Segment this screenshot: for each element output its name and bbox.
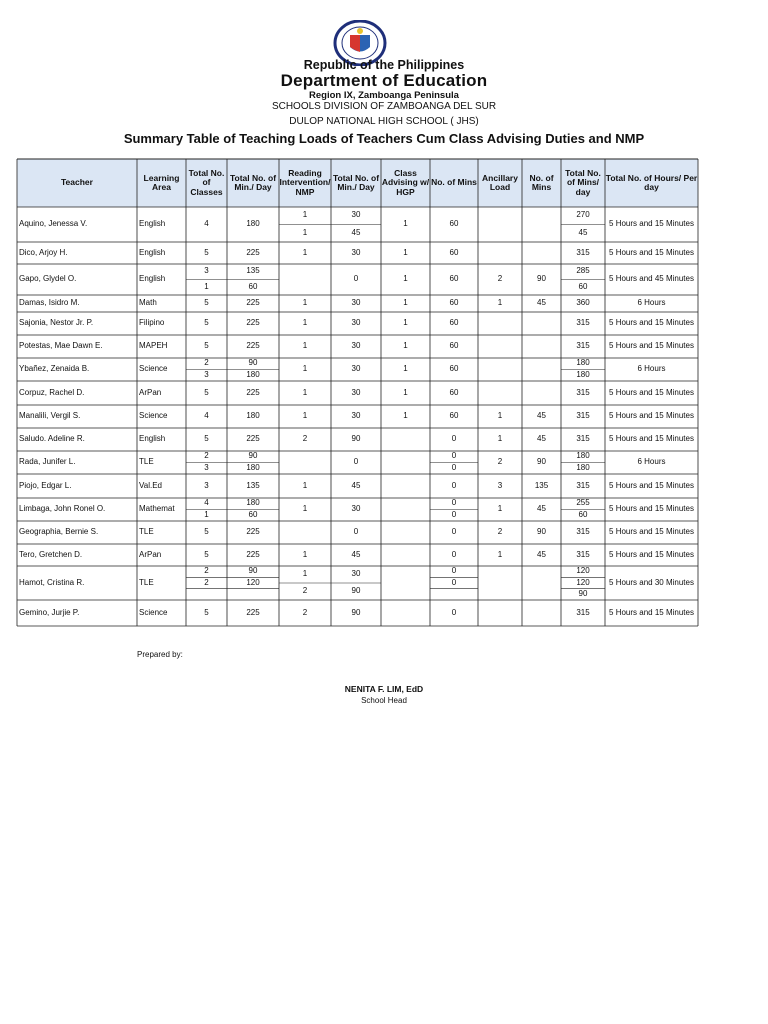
cell-reading-min-day: 30	[351, 247, 361, 257]
cell-reading-intervention: 1	[302, 411, 308, 421]
cell-reading-intervention: 1	[302, 298, 308, 308]
cell-ancillary-mins	[522, 566, 561, 600]
cell-ancillary-mins	[522, 358, 561, 381]
cell-reading-min-day: 0	[353, 274, 359, 284]
cell-total-mins-day: 180	[576, 451, 590, 461]
cell-ancillary-load	[478, 358, 522, 381]
cell-learning-area: Math	[139, 298, 157, 308]
cell-total-min-day: 225	[246, 434, 260, 444]
cell-total-hours-day: 5 Hours and 15 Minutes	[609, 504, 694, 514]
cell-total-min-day: 90	[248, 566, 258, 576]
cell-learning-area: TLE	[139, 577, 154, 587]
cell-reading-intervention	[279, 451, 331, 474]
cell-teacher: Geographia, Bernie S.	[19, 527, 99, 537]
cell-teacher: Damas, Isidro M.	[19, 298, 80, 308]
cell-total-min-day: 180	[246, 369, 260, 379]
cell-total-mins-day: 315	[576, 480, 590, 490]
cell-ancillary-load	[478, 381, 522, 405]
cell-total-classes: 5	[204, 318, 209, 328]
cell-total-classes: 2	[204, 358, 209, 368]
cell-advising-mins: 0	[451, 480, 457, 490]
cell-reading-min-day: 30	[351, 364, 361, 374]
cell-total-classes: 5	[204, 298, 209, 308]
document-title: Summary Table of Teaching Loads of Teachers Cum Class Advising Duties and NMP	[123, 131, 645, 146]
cell-total-mins-day: 120	[576, 566, 590, 576]
cell-class-advising: 1	[403, 341, 408, 351]
cell-learning-area: English	[139, 434, 166, 444]
cell-total-mins-day: 315	[576, 387, 590, 397]
cell-total-classes: 5	[204, 341, 209, 351]
cell-total-classes	[186, 589, 227, 600]
cell-learning-area: English	[139, 247, 166, 257]
cell-reading-intervention: 2	[302, 586, 308, 596]
cell-ancillary-load: 2	[497, 457, 503, 467]
cell-total-hours-day: 5 Hours and 15 Minutes	[609, 434, 694, 444]
cell-ancillary-mins: 90	[537, 274, 546, 284]
cell-total-mins-day: 255	[576, 498, 590, 508]
cell-total-hours-day: 5 Hours and 15 Minutes	[609, 480, 694, 490]
cell-reading-min-day: 0	[353, 457, 359, 467]
cell-class-advising: 1	[403, 274, 408, 284]
cell-teacher: Hamot, Cristina R.	[19, 577, 85, 587]
cell-class-advising: 1	[403, 247, 408, 257]
header-total-classes: Total No. of Classes	[188, 167, 225, 197]
cell-learning-area: TLE	[139, 527, 154, 537]
cell-learning-area: English	[139, 274, 166, 284]
cell-learning-area: English	[139, 219, 166, 229]
division-heading: SCHOOLS DIVISION OF ZAMBOANGA DEL SUR	[271, 101, 497, 112]
cell-advising-mins: 0	[451, 566, 457, 576]
cell-advising-mins: 0	[451, 462, 457, 472]
cell-class-advising	[381, 451, 430, 474]
cell-total-hours-day: 5 Hours and 15 Minutes	[609, 387, 694, 397]
cell-teacher: Potestas, Mae Dawn E.	[19, 341, 103, 351]
cell-total-mins-day: 120	[576, 577, 590, 587]
cell-class-advising: 1	[403, 364, 408, 374]
cell-reading-intervention: 1	[302, 569, 308, 579]
cell-total-hours-day: 6 Hours	[637, 298, 666, 308]
cell-ancillary-mins: 90	[537, 527, 546, 537]
cell-advising-mins: 0	[451, 549, 457, 559]
cell-total-mins-day: 315	[576, 527, 590, 537]
cell-ancillary-mins	[522, 335, 561, 358]
cell-advising-mins: 0	[451, 498, 457, 508]
cell-teacher: Ybañez, Zenaida B.	[19, 364, 90, 374]
cell-total-mins-day: 270	[576, 210, 590, 220]
cell-advising-mins: 0	[451, 527, 457, 537]
cell-ancillary-mins: 45	[537, 298, 546, 308]
cell-teacher: Saludo. Adeline R.	[19, 434, 85, 444]
cell-class-advising	[381, 544, 430, 566]
cell-advising-mins: 60	[449, 274, 459, 284]
cell-class-advising	[381, 521, 430, 544]
cell-total-classes: 5	[204, 549, 209, 559]
header-total-min-day: Total No. of Min./ Day	[229, 172, 277, 192]
cell-ancillary-load: 1	[497, 411, 503, 421]
cell-teacher: Gapo, Glydel O.	[19, 274, 77, 284]
cell-class-advising: 1	[403, 298, 408, 308]
cell-ancillary-mins	[522, 312, 561, 335]
cell-reading-intervention: 2	[302, 607, 308, 617]
cell-ancillary-load: 3	[497, 480, 503, 490]
cell-advising-mins: 0	[451, 509, 457, 519]
cell-ancillary-load: 2	[497, 274, 503, 284]
cell-advising-mins: 0	[451, 451, 457, 461]
cell-class-advising	[381, 600, 430, 626]
header-total-hours-day: Total No. of Hours/ Per day	[605, 172, 698, 192]
cell-total-min-day: 225	[246, 341, 260, 351]
cell-ancillary-load	[478, 335, 522, 358]
cell-learning-area: ArPan	[139, 549, 162, 559]
cell-total-mins-day: 315	[576, 607, 590, 617]
cell-ancillary-load	[478, 566, 522, 600]
cell-class-advising: 1	[403, 411, 408, 421]
cell-total-min-day	[227, 589, 279, 600]
header-ancillary-mins: No. of Mins	[529, 172, 554, 192]
cell-ancillary-mins: 90	[537, 457, 546, 467]
cell-reading-min-day: 30	[351, 298, 361, 308]
cell-advising-mins: 60	[449, 341, 459, 351]
cell-ancillary-load	[478, 207, 522, 242]
cell-learning-area: Filipino	[139, 318, 165, 328]
cell-learning-area: Science	[139, 607, 168, 617]
cell-class-advising	[381, 428, 430, 451]
cell-total-hours-day: 5 Hours and 15 Minutes	[609, 318, 694, 328]
cell-reading-intervention: 1	[302, 387, 308, 397]
cell-total-min-day: 225	[246, 318, 260, 328]
cell-total-classes: 4	[204, 411, 209, 421]
cell-total-classes: 3	[204, 480, 209, 490]
cell-ancillary-load: 1	[497, 504, 503, 514]
cell-total-mins-day: 360	[576, 298, 590, 308]
cell-learning-area: Val.Ed	[139, 480, 162, 490]
cell-total-hours-day: 5 Hours and 15 Minutes	[609, 527, 694, 537]
cell-ancillary-load	[478, 312, 522, 335]
cell-total-mins-day: 315	[576, 247, 590, 257]
cell-total-mins-day: 285	[576, 266, 590, 276]
cell-reading-min-day: 30	[351, 210, 361, 220]
cell-teacher: Manalili, Vergil S.	[19, 411, 81, 421]
cell-reading-min-day: 90	[351, 434, 361, 444]
cell-advising-mins: 60	[449, 298, 459, 308]
cell-total-min-day: 225	[246, 549, 260, 559]
cell-total-classes: 3	[204, 369, 209, 379]
cell-ancillary-mins: 45	[537, 434, 546, 444]
cell-total-classes: 3	[204, 462, 209, 472]
cell-total-min-day: 180	[246, 462, 260, 472]
cell-reading-min-day: 45	[351, 480, 361, 490]
cell-total-mins-day: 315	[576, 411, 590, 421]
cell-total-mins-day: 315	[576, 341, 590, 351]
cell-reading-min-day: 30	[351, 504, 361, 514]
header-reading-intervention: Reading Intervention/ NMP	[279, 167, 331, 197]
cell-ancillary-load	[478, 600, 522, 626]
cell-total-hours-day: 6 Hours	[637, 364, 666, 374]
cell-teacher: Limbaga, John Ronel O.	[19, 504, 106, 514]
cell-reading-intervention: 1	[302, 227, 308, 237]
cell-teacher: Sajonia, Nestor Jr. P.	[19, 318, 94, 328]
signatory-name: NENITA F. LIM, EdD	[344, 684, 424, 694]
cell-ancillary-mins: 135	[534, 480, 549, 490]
cell-total-min-day: 225	[246, 607, 260, 617]
cell-advising-mins: 0	[451, 434, 457, 444]
cell-reading-intervention: 1	[302, 341, 308, 351]
cell-teacher: Corpuz, Rachel D.	[19, 387, 85, 397]
cell-reading-intervention: 1	[302, 549, 308, 559]
cell-class-advising: 1	[403, 387, 408, 397]
cell-reading-min-day: 0	[353, 527, 359, 537]
cell-total-min-day: 225	[246, 247, 260, 257]
cell-reading-intervention: 1	[302, 364, 308, 374]
cell-total-mins-day: 315	[576, 318, 590, 328]
prepared-by-label: Prepared by:	[137, 650, 183, 659]
cell-total-hours-day: 5 Hours and 45 Minutes	[609, 274, 694, 284]
cell-ancillary-mins	[522, 242, 561, 264]
cell-ancillary-load: 1	[497, 549, 503, 559]
cell-total-min-day: 225	[246, 298, 260, 308]
cell-reading-min-day: 90	[351, 607, 361, 617]
cell-ancillary-mins	[522, 381, 561, 405]
cell-total-min-day: 120	[246, 577, 260, 587]
cell-total-classes: 5	[204, 527, 209, 537]
cell-reading-intervention: 2	[302, 434, 308, 444]
cell-total-hours-day: 5 Hours and 15 Minutes	[609, 411, 694, 421]
school-heading: DULOP NATIONAL HIGH SCHOOL ( JHS)	[289, 116, 479, 127]
cell-total-mins-day: 180	[576, 369, 590, 379]
cell-teacher: Rada, Junifer L.	[19, 457, 76, 467]
cell-advising-mins: 0	[451, 607, 457, 617]
cell-advising-mins	[430, 589, 478, 600]
cell-total-mins-day: 180	[576, 462, 590, 472]
cell-teacher: Gemino, Jurjie P.	[19, 607, 80, 617]
cell-advising-mins: 60	[449, 364, 459, 374]
cell-teacher: Piojo, Edgar L.	[19, 480, 72, 490]
cell-total-min-day: 225	[246, 387, 260, 397]
cell-reading-intervention	[279, 264, 331, 295]
header-learning-area: Learning Area	[143, 172, 180, 192]
cell-class-advising	[381, 566, 430, 600]
cell-total-classes: 2	[204, 566, 209, 576]
cell-total-classes: 4	[204, 219, 209, 229]
cell-total-classes: 5	[204, 434, 209, 444]
cell-total-hours-day: 5 Hours and 15 Minutes	[609, 247, 694, 257]
cell-ancillary-load: 1	[497, 298, 503, 308]
header-total-mins-day: Total No. of Mins/ day	[565, 167, 601, 197]
cell-ancillary-load	[478, 242, 522, 264]
cell-reading-intervention: 1	[302, 210, 308, 220]
cell-total-min-day: 180	[246, 411, 260, 421]
header-advising-mins: No. of Mins	[431, 177, 477, 188]
cell-total-min-day: 135	[246, 266, 260, 276]
cell-reading-min-day: 30	[351, 318, 361, 328]
cell-total-classes: 5	[204, 387, 209, 397]
department-heading: Department of Education	[280, 71, 488, 90]
cell-learning-area: MAPEH	[139, 341, 168, 351]
cell-total-hours-day: 5 Hours and 30 Minutes	[609, 577, 694, 587]
cell-total-min-day: 180	[246, 219, 260, 229]
cell-learning-area: ArPan	[139, 387, 162, 397]
cell-learning-area: TLE	[139, 457, 154, 467]
cell-total-mins-day: 315	[576, 549, 590, 559]
cell-advising-mins: 60	[449, 219, 459, 229]
cell-reading-intervention: 1	[302, 318, 308, 328]
cell-total-classes: 4	[204, 498, 209, 508]
cell-ancillary-mins: 45	[537, 504, 546, 514]
cell-total-hours-day: 6 Hours	[637, 457, 666, 467]
cell-advising-mins: 60	[449, 387, 459, 397]
cell-ancillary-load: 1	[497, 434, 503, 444]
cell-total-mins-day: 45	[578, 227, 588, 237]
cell-reading-intervention: 1	[302, 247, 308, 257]
cell-total-mins-day: 180	[576, 358, 590, 368]
cell-total-mins-day: 60	[578, 509, 588, 519]
cell-total-classes: 5	[204, 247, 209, 257]
cell-total-classes: 5	[204, 607, 209, 617]
cell-total-min-day: 225	[246, 527, 260, 537]
cell-learning-area: Mathemat	[139, 504, 175, 514]
cell-total-min-day: 60	[248, 281, 258, 291]
cell-teacher: Dico, Arjoy H.	[19, 247, 68, 257]
cell-total-min-day: 180	[246, 498, 260, 508]
cell-total-classes: 1	[204, 281, 209, 291]
cell-total-classes: 2	[204, 451, 209, 461]
cell-reading-min-day: 30	[351, 569, 361, 579]
cell-total-hours-day: 5 Hours and 15 Minutes	[609, 219, 694, 229]
cell-total-min-day: 90	[248, 358, 258, 368]
cell-advising-mins: 60	[449, 247, 459, 257]
cell-advising-mins: 60	[449, 411, 459, 421]
republic-heading: Republic of the Philippines	[303, 58, 465, 72]
cell-reading-intervention	[279, 521, 331, 544]
cell-reading-min-day: 30	[351, 387, 361, 397]
header-teacher: Teacher	[61, 177, 93, 188]
cell-class-advising	[381, 498, 430, 521]
cell-class-advising: 1	[403, 219, 408, 229]
cell-reading-min-day: 30	[351, 411, 361, 421]
cell-reading-min-day: 45	[351, 227, 361, 237]
signatory-title: School Head	[361, 696, 407, 705]
header-ancillary-load: Ancillary Load	[482, 172, 518, 192]
cell-ancillary-mins: 45	[537, 549, 546, 559]
region-heading: Region IX, Zamboanga Peninsula	[309, 90, 459, 101]
cell-ancillary-mins	[522, 207, 561, 242]
cell-total-mins-day: 90	[578, 588, 588, 598]
cell-teacher: Aquino, Jenessa V.	[19, 219, 88, 229]
cell-total-hours-day: 5 Hours and 15 Minutes	[609, 549, 694, 559]
cell-total-min-day: 60	[248, 509, 258, 519]
cell-total-classes: 3	[204, 266, 209, 276]
cell-learning-area: Science	[139, 411, 168, 421]
cell-advising-mins: 60	[449, 318, 459, 328]
cell-total-hours-day: 5 Hours and 15 Minutes	[609, 341, 694, 351]
header-reading-min-day: Total No. of Min./ Day	[332, 172, 380, 192]
cell-class-advising	[381, 474, 430, 498]
cell-total-classes: 1	[204, 509, 209, 519]
cell-ancillary-mins: 45	[537, 411, 546, 421]
cell-total-classes: 2	[204, 577, 209, 587]
cell-reading-intervention: 1	[302, 480, 308, 490]
cell-advising-mins: 0	[451, 577, 457, 587]
cell-total-min-day: 90	[248, 451, 258, 461]
cell-total-mins-day: 315	[576, 434, 590, 444]
cell-reading-min-day: 90	[351, 586, 361, 596]
cell-class-advising: 1	[403, 318, 408, 328]
cell-reading-min-day: 30	[351, 341, 361, 351]
cell-reading-intervention: 1	[302, 504, 308, 514]
header-class-advising: Class Advising w/ HGP	[381, 167, 430, 197]
cell-learning-area: Science	[139, 364, 168, 374]
cell-reading-min-day: 45	[351, 549, 361, 559]
cell-ancillary-mins	[522, 600, 561, 626]
cell-total-hours-day: 5 Hours and 15 Minutes	[609, 607, 694, 617]
cell-total-min-day: 135	[246, 480, 260, 490]
cell-teacher: Tero, Gretchen D.	[19, 549, 83, 559]
cell-total-mins-day: 60	[578, 281, 588, 291]
cell-ancillary-load: 2	[497, 527, 503, 537]
